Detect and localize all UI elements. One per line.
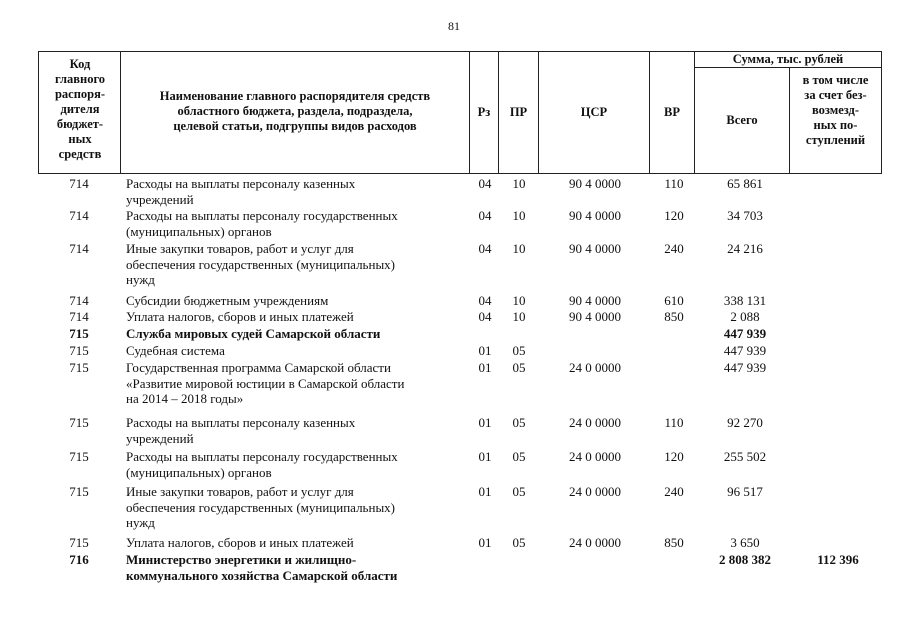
row-total: 65 861 <box>727 176 763 191</box>
header-bottom-rule <box>38 173 882 174</box>
row-rz: 04 <box>478 309 492 324</box>
row-vr: 110 <box>664 415 684 430</box>
row-name: Расходы на выплаты персоналу казенных учреждений <box>126 415 356 446</box>
row-rz: 01 <box>478 535 492 550</box>
row-pr: 10 <box>512 208 526 223</box>
row-total: 96 517 <box>727 484 763 499</box>
row-csr: 90 4 0000 <box>569 176 621 191</box>
row-csr: 24 0 0000 <box>569 535 621 550</box>
row-name: Субсидии бюджетным учреждениям <box>126 293 329 308</box>
row-rz: 01 <box>478 343 492 358</box>
row-pr: 05 <box>512 535 526 550</box>
row-pr: 05 <box>512 415 526 430</box>
row-code: 715 <box>69 360 89 375</box>
row-csr: 90 4 0000 <box>569 293 621 308</box>
row-vr: 120 <box>664 449 684 464</box>
row-name: Судебная система <box>126 343 225 358</box>
row-rz: 04 <box>478 241 492 256</box>
row-pr: 05 <box>512 360 526 375</box>
row-code: 714 <box>69 293 89 308</box>
row-total: 3 650 <box>730 535 760 550</box>
row-pr: 10 <box>512 241 526 256</box>
row-code: 714 <box>69 241 89 256</box>
row-code: 714 <box>69 208 89 223</box>
row-vr: 120 <box>664 208 684 223</box>
row-csr: 90 4 0000 <box>569 309 621 324</box>
row-total: 2 088 <box>730 309 760 324</box>
row-grants: 112 396 <box>817 552 859 567</box>
row-rz: 01 <box>478 449 492 464</box>
row-name: Иные закупки товаров, работ и услуг для обеспечения государственных (муниципальных) нужд <box>126 484 396 530</box>
row-total: 92 270 <box>727 415 763 430</box>
row-total: 2 808 382 <box>719 552 771 567</box>
row-code: 715 <box>69 343 89 358</box>
header-vr: ВР <box>664 105 680 119</box>
row-total: 34 703 <box>727 208 763 223</box>
row-code: 715 <box>69 326 89 341</box>
row-pr: 10 <box>512 309 526 324</box>
row-pr: 10 <box>512 176 526 191</box>
sum-subheader-rule <box>694 67 882 68</box>
row-code: 714 <box>69 176 89 191</box>
row-vr: 610 <box>664 293 684 308</box>
header-grants: в том числе за счет без- возмезд- ных по- ступлений <box>802 73 869 147</box>
row-rz: 01 <box>478 360 492 375</box>
row-vr: 850 <box>664 309 684 324</box>
header-col-divider <box>881 51 882 174</box>
row-name: Служба мировых судей Самарской области <box>126 326 381 341</box>
row-csr: 24 0 0000 <box>569 449 621 464</box>
header-pr: ПР <box>509 105 528 119</box>
header-rz: Рз <box>477 105 491 119</box>
row-rz: 01 <box>478 484 492 499</box>
row-rz: 04 <box>478 293 492 308</box>
header-name: Наименование главного распорядителя средств областного бюджета, раздела, подраздела, целевой статьи, подгруппы видов расходов <box>159 89 431 133</box>
row-total: 447 939 <box>723 360 767 375</box>
row-vr: 240 <box>664 484 684 499</box>
row-total: 255 502 <box>723 449 767 464</box>
header-col-divider <box>38 51 39 174</box>
row-csr: 24 0 0000 <box>569 360 621 375</box>
row-total: 447 939 <box>723 343 767 358</box>
row-code: 716 <box>69 552 89 567</box>
row-name: Расходы на выплаты персоналу казенных учреждений <box>126 176 356 207</box>
row-rz: 04 <box>478 176 492 191</box>
row-rz: 01 <box>478 415 492 430</box>
row-rz: 04 <box>478 208 492 223</box>
header-code: Код главного распоря- дителя бюджет- ных средств <box>54 57 106 161</box>
row-code: 715 <box>69 449 89 464</box>
row-csr: 90 4 0000 <box>569 241 621 256</box>
row-name: Уплата налогов, сборов и иных платежей <box>126 309 354 324</box>
row-pr: 10 <box>512 293 526 308</box>
row-name: Расходы на выплаты персоналу государственных (муниципальных) органов <box>126 449 398 480</box>
row-code: 715 <box>69 415 89 430</box>
header-col-divider <box>120 51 121 174</box>
row-total: 338 131 <box>723 293 767 308</box>
row-pr: 05 <box>512 484 526 499</box>
row-name: Министерство энергетики и жилищно- коммунального хозяйства Самарской области <box>126 552 398 583</box>
row-vr: 850 <box>664 535 684 550</box>
header-total: Всего <box>726 113 758 127</box>
row-vr: 110 <box>664 176 684 191</box>
header-sum: Сумма, тыс. рублей <box>732 52 844 66</box>
page-number: 81 <box>448 19 460 33</box>
header-csr: ЦСР <box>580 105 608 119</box>
row-total: 24 216 <box>727 241 763 256</box>
row-csr: 24 0 0000 <box>569 484 621 499</box>
row-total: 447 939 <box>723 326 767 341</box>
row-code: 715 <box>69 484 89 499</box>
row-name: Иные закупки товаров, работ и услуг для обеспечения государственных (муниципальных) нужд <box>126 241 396 287</box>
row-code: 714 <box>69 309 89 324</box>
table-header <box>38 51 882 174</box>
row-pr: 05 <box>512 343 526 358</box>
row-pr: 05 <box>512 449 526 464</box>
row-csr: 90 4 0000 <box>569 208 621 223</box>
row-name: Расходы на выплаты персоналу государственных (муниципальных) органов <box>126 208 398 239</box>
row-name: Уплата налогов, сборов и иных платежей <box>126 535 354 550</box>
row-csr: 24 0 0000 <box>569 415 621 430</box>
row-name: Государственная программа Самарской области «Развитие мировой юстиции в Самарской области на 2014 – 2018 годы» <box>126 360 405 406</box>
row-vr: 240 <box>664 241 684 256</box>
row-code: 715 <box>69 535 89 550</box>
